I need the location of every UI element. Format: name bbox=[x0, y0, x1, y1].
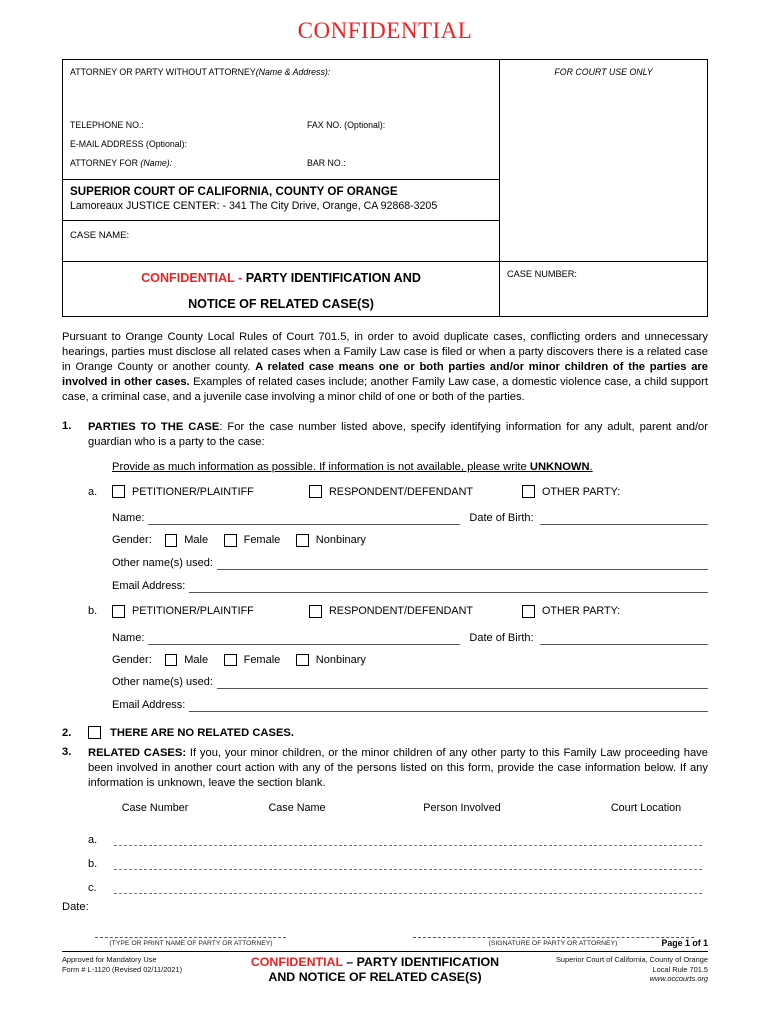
male-label: Male bbox=[184, 653, 209, 666]
section-1-text: PARTIES TO THE CASE: For the case number listed above, specify identifying information for any adult, parent and/or guardian who is a party to the case: bbox=[88, 421, 708, 448]
related-case-row bbox=[88, 870, 708, 894]
dob-label: Date of Birth: bbox=[469, 631, 534, 644]
footer-left bbox=[62, 955, 232, 985]
other-party-label: OTHER PARTY: bbox=[542, 605, 621, 617]
section-3-text: RELATED CASES: If you, your minor children, or the minor children of any other party to this Family Law proceeding have been involved in another court action with any of the persons listed on this form, provide the case information below. If any information is unknown, leave the section blank. bbox=[88, 747, 708, 789]
row-letter: a. bbox=[88, 834, 98, 846]
name-dob-row bbox=[112, 631, 708, 645]
signature-line-label: (SIGNATURE OF PARTY OR ATTORNEY) bbox=[488, 940, 618, 947]
section-3-number: 3. bbox=[62, 746, 72, 758]
email-row bbox=[70, 138, 492, 150]
gender-label: Gender: bbox=[112, 653, 152, 666]
name-label: Name: bbox=[112, 512, 145, 524]
form-footer bbox=[62, 955, 708, 985]
party-block-b bbox=[88, 605, 708, 713]
party-letter: a. bbox=[88, 485, 98, 498]
email-address-row bbox=[112, 698, 708, 712]
case-number-box[interactable] bbox=[500, 261, 707, 316]
confidential-banner: CONFIDENTIAL bbox=[297, 18, 473, 43]
page-count: Page 1 of 1 bbox=[661, 938, 708, 948]
attorney-info-box[interactable] bbox=[63, 60, 499, 179]
email-address-label: Email Address: bbox=[112, 579, 186, 592]
print-name-line[interactable] bbox=[95, 937, 286, 938]
name-label: Name: bbox=[112, 631, 145, 644]
name-field-line[interactable] bbox=[148, 631, 460, 645]
intro-bold-sentence: A related case means one or both parties and/or minor children of the parties are involved in other cases. bbox=[62, 361, 709, 388]
court-address: Lamoreaux JUSTICE CENTER: - 341 The City Drive, Orange, CA 92868-3205 bbox=[70, 200, 438, 212]
petitioner-group bbox=[112, 485, 309, 498]
telephone-fax-row bbox=[70, 119, 492, 131]
footer-title-line1: CONFIDENTIAL – PARTY IDENTIFICATION bbox=[250, 955, 500, 969]
instruction-line: Provide as much information as possible. If information is not available, please write UNKNOWN. bbox=[112, 461, 593, 473]
petitioner-plaintiff-label: PETITIONER/PLAINTIFF bbox=[132, 605, 254, 617]
date-row bbox=[62, 901, 708, 913]
header-left-column bbox=[63, 60, 500, 316]
respondent-defendant-label: RESPONDENT/DEFENDANT bbox=[329, 485, 473, 498]
party-type-row bbox=[88, 485, 708, 498]
date-label: Date: bbox=[62, 901, 89, 913]
footer-divider bbox=[62, 951, 708, 952]
footer-title-line2: AND NOTICE OF RELATED CASE(S) bbox=[268, 970, 482, 984]
respondent-defendant-label: RESPONDENT/DEFENDANT bbox=[329, 605, 473, 617]
form-title-confidential: CONFIDENTIAL - bbox=[141, 271, 246, 285]
other-names-label: Other name(s) used: bbox=[112, 556, 213, 569]
section-1 bbox=[62, 420, 708, 450]
attorney-for-label: ATTORNEY FOR (Name): bbox=[70, 158, 173, 168]
respondent-defendant-checkbox[interactable] bbox=[309, 485, 322, 498]
related-case-field-line[interactable] bbox=[114, 882, 702, 894]
party-letter: b. bbox=[88, 605, 98, 617]
signature-line[interactable] bbox=[413, 937, 694, 938]
gender-label: Gender: bbox=[112, 534, 152, 547]
court-box bbox=[63, 179, 499, 220]
for-court-use-label: FOR COURT USE ONLY bbox=[554, 67, 653, 77]
other-party-checkbox[interactable] bbox=[522, 605, 535, 618]
other-party-label: OTHER PARTY: bbox=[542, 485, 621, 498]
party-block-a bbox=[88, 485, 708, 593]
column-header-case-number: Case Number bbox=[121, 802, 189, 814]
nonbinary-checkbox[interactable] bbox=[296, 654, 309, 667]
female-checkbox[interactable] bbox=[224, 534, 237, 547]
intro-paragraph: Pursuant to Orange County Local Rules of Court 701.5, in order to avoid duplicate cases, conflicting orders and unnecessary hearings, parties must disclose all related cases when a Family Law case is filed or when a party discovers there is a related case in Orange County or another county. A related case means one or both parties and/or minor children of the parties are involved in other cases. Examples of related cases include; another Family Law case, a domestic violence case, a child support case, a criminal case, and a juvenile case involving a minor child of one or both of the parties. bbox=[62, 331, 709, 403]
case-number-label: CASE NUMBER: bbox=[507, 269, 577, 279]
column-header-court-location: Court Location bbox=[610, 802, 682, 814]
email-field-line[interactable] bbox=[189, 698, 708, 712]
footer-rule: Local Rule 701.5 bbox=[652, 964, 708, 974]
related-case-field-line[interactable] bbox=[114, 834, 702, 846]
column-header-person-involved: Person Involved bbox=[423, 802, 501, 814]
fax-label: FAX NO. (Optional): bbox=[307, 120, 386, 130]
court-name: SUPERIOR COURT OF CALIFORNIA, COUNTY OF ORANGE bbox=[70, 185, 398, 198]
footer-court: Superior Court of California, County of Orange bbox=[556, 955, 708, 964]
related-cases-rows bbox=[62, 822, 708, 894]
for-court-use-box bbox=[500, 60, 707, 261]
email-label: E-MAIL ADDRESS (Optional): bbox=[70, 139, 188, 149]
attorney-for-row bbox=[70, 157, 492, 169]
female-checkbox[interactable] bbox=[224, 654, 237, 667]
section-1-number: 1. bbox=[62, 420, 72, 432]
email-field-line[interactable] bbox=[189, 579, 708, 593]
section-2 bbox=[62, 726, 708, 739]
nonbinary-label: Nonbinary bbox=[315, 534, 366, 547]
dob-field-line[interactable] bbox=[540, 631, 708, 645]
case-name-label: CASE NAME: bbox=[70, 230, 130, 241]
no-related-cases-checkbox[interactable] bbox=[88, 726, 101, 739]
attorney-label-italic: (Name & Address): bbox=[255, 67, 331, 77]
case-name-box[interactable] bbox=[63, 220, 499, 261]
respondent-group bbox=[309, 485, 522, 498]
email-address-row bbox=[112, 579, 708, 593]
section-2-number: 2. bbox=[62, 726, 72, 739]
male-label: Male bbox=[184, 534, 209, 547]
other-party-checkbox[interactable] bbox=[522, 485, 535, 498]
respondent-defendant-checkbox[interactable] bbox=[309, 605, 322, 618]
related-case-row bbox=[88, 846, 708, 870]
other-names-row bbox=[112, 556, 708, 570]
party-type-row bbox=[88, 605, 708, 618]
petitioner-plaintiff-checkbox[interactable] bbox=[112, 605, 125, 618]
other-party-group bbox=[522, 605, 620, 618]
female-label: Female bbox=[243, 534, 281, 547]
column-header-case-name: Case Name bbox=[268, 802, 326, 814]
dob-field-line[interactable] bbox=[540, 511, 708, 525]
bar-number-label: BAR NO.: bbox=[307, 158, 346, 168]
footer-approved: Approved for Mandatory Use bbox=[62, 955, 157, 964]
male-checkbox[interactable] bbox=[165, 654, 178, 667]
row-letter: c. bbox=[88, 882, 97, 894]
petitioner-plaintiff-label: PETITIONER/PLAINTIFF bbox=[132, 485, 254, 498]
name-dob-row bbox=[112, 511, 708, 525]
gender-row bbox=[112, 654, 708, 667]
nonbinary-checkbox[interactable] bbox=[296, 534, 309, 547]
petitioner-plaintiff-checkbox[interactable] bbox=[112, 485, 125, 498]
related-case-row bbox=[88, 822, 708, 846]
other-party-group bbox=[522, 485, 620, 498]
female-label: Female bbox=[243, 653, 281, 666]
header-right-column bbox=[500, 60, 707, 316]
print-name-line-label: (TYPE OR PRINT NAME OF PARTY OR ATTORNEY) bbox=[109, 940, 273, 947]
no-related-cases-label: THERE ARE NO RELATED CASES. bbox=[110, 726, 294, 739]
gender-row bbox=[112, 534, 708, 547]
footer-form-number: Form # L-1120 (Revised 02/11/2021) bbox=[62, 964, 183, 974]
dob-label: Date of Birth: bbox=[469, 512, 534, 524]
related-cases-column-headers bbox=[62, 802, 708, 817]
attorney-label: ATTORNEY OR PARTY WITHOUT ATTORNEY bbox=[70, 67, 256, 77]
male-checkbox[interactable] bbox=[165, 534, 178, 547]
footer-website: www.occourts.org bbox=[649, 974, 708, 983]
section-3 bbox=[62, 746, 708, 791]
name-field-line[interactable] bbox=[148, 511, 460, 525]
petitioner-group bbox=[112, 605, 309, 618]
signature-area bbox=[62, 915, 708, 949]
email-address-label: Email Address: bbox=[112, 699, 186, 711]
other-names-row bbox=[112, 675, 708, 689]
footer-right bbox=[518, 955, 708, 985]
form-title-line1: CONFIDENTIAL - PARTY IDENTIFICATION AND bbox=[141, 271, 421, 285]
section-2-body bbox=[88, 726, 294, 739]
respondent-group bbox=[309, 605, 522, 618]
other-names-label: Other name(s) used: bbox=[112, 676, 213, 688]
other-names-field-line[interactable] bbox=[217, 675, 708, 689]
form-title-box bbox=[63, 261, 499, 316]
form-header-table bbox=[62, 59, 708, 317]
attorney-label-row bbox=[70, 66, 492, 78]
related-case-field-line[interactable] bbox=[114, 858, 702, 870]
row-letter: b. bbox=[88, 858, 98, 870]
telephone-label: TELEPHONE NO.: bbox=[70, 120, 144, 130]
footer-form-title bbox=[232, 955, 518, 985]
form-title-line2: NOTICE OF RELATED CASE(S) bbox=[188, 297, 374, 311]
nonbinary-label: Nonbinary bbox=[315, 653, 366, 666]
other-names-field-line[interactable] bbox=[217, 556, 708, 570]
